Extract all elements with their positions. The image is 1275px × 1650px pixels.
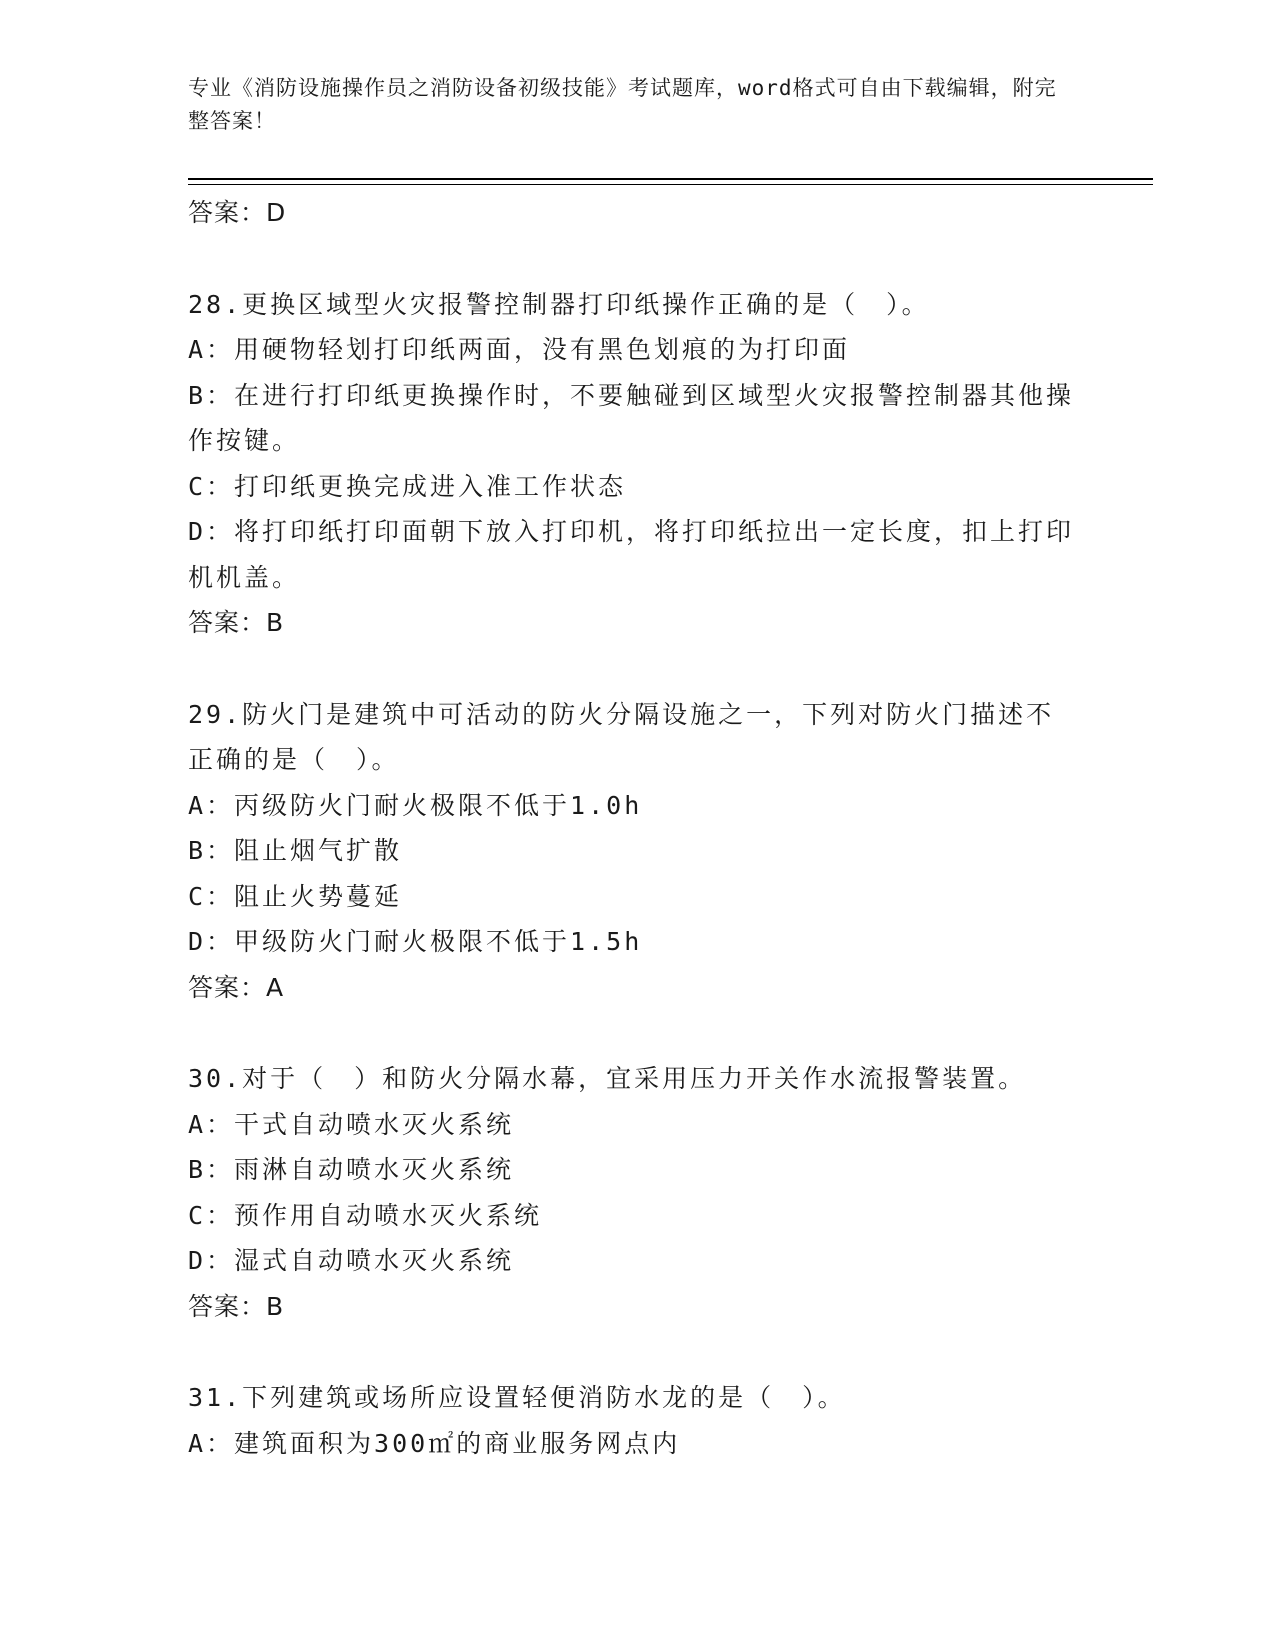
question-block: [188, 282, 1078, 646]
option-a: A：用硬物轻划打印纸两面，没有黑色划痕的为打印面: [188, 335, 851, 364]
question-answer: 答案：A: [188, 972, 285, 1002]
option-b: B：雨淋自动喷水灭火系统: [188, 1155, 515, 1184]
option-c: C：打印纸更换完成进入准工作状态: [188, 471, 627, 501]
spacer: [188, 236, 1078, 282]
spacer: [188, 1329, 1078, 1375]
previous-answer: 答案：D: [188, 198, 287, 227]
question-block: [188, 692, 1078, 1011]
option-d: D：湿式自动喷水灭火系统: [188, 1246, 515, 1275]
option-a: A：丙级防火门耐火极限不低于1.0h: [188, 790, 643, 820]
spacer: [188, 1010, 1078, 1056]
page-header: 专业《消防设施操作员之消防设备初级技能》考试题库，word格式可自由下载编辑，附完整答案！: [188, 76, 1057, 133]
option-d: D：将打印纸打印面朝下放入打印机，将打印纸拉出一定长度，扣上打印机机盖。: [188, 517, 1075, 592]
option-a: A：干式自动喷水灭火系统: [188, 1109, 515, 1139]
question-stem: 29.防火门是建筑中可活动的防火分隔设施之一，下列对防火门描述不正确的是（ ）。: [188, 699, 1055, 774]
question-answer: 答案：B: [188, 1291, 285, 1321]
header-rule-thick: [188, 178, 1153, 180]
spacer: [188, 646, 1078, 692]
question-stem: 30.对于（ ）和防火分隔水幕，宜采用压力开关作水流报警装置。: [188, 1064, 1027, 1093]
question-block: [188, 1056, 1078, 1329]
question-list: [188, 190, 1078, 1466]
option-d: D：甲级防火门耐火极限不低于1.5h: [188, 927, 643, 956]
option-b: B：在进行打印纸更换操作时，不要触碰到区域型火灾报警控制器其他操作按键。: [188, 380, 1075, 455]
question-stem: 28.更换区域型火灾报警控制器打印纸操作正确的是（ ）。: [188, 289, 930, 319]
question-answer: 答案：B: [188, 608, 285, 637]
question-stem: 31.下列建筑或场所应设置轻便消防水龙的是（ ）。: [188, 1383, 846, 1412]
option-a: A：建筑面积为300㎡的商业服务网点内: [188, 1428, 681, 1458]
option-b: B：阻止烟气扩散: [188, 836, 403, 865]
option-c: C：阻止火势蔓延: [188, 881, 403, 911]
option-c: C：预作用自动喷水灭火系统: [188, 1200, 543, 1230]
header-rule-thin: [188, 184, 1153, 185]
question-block: [188, 1375, 1078, 1466]
